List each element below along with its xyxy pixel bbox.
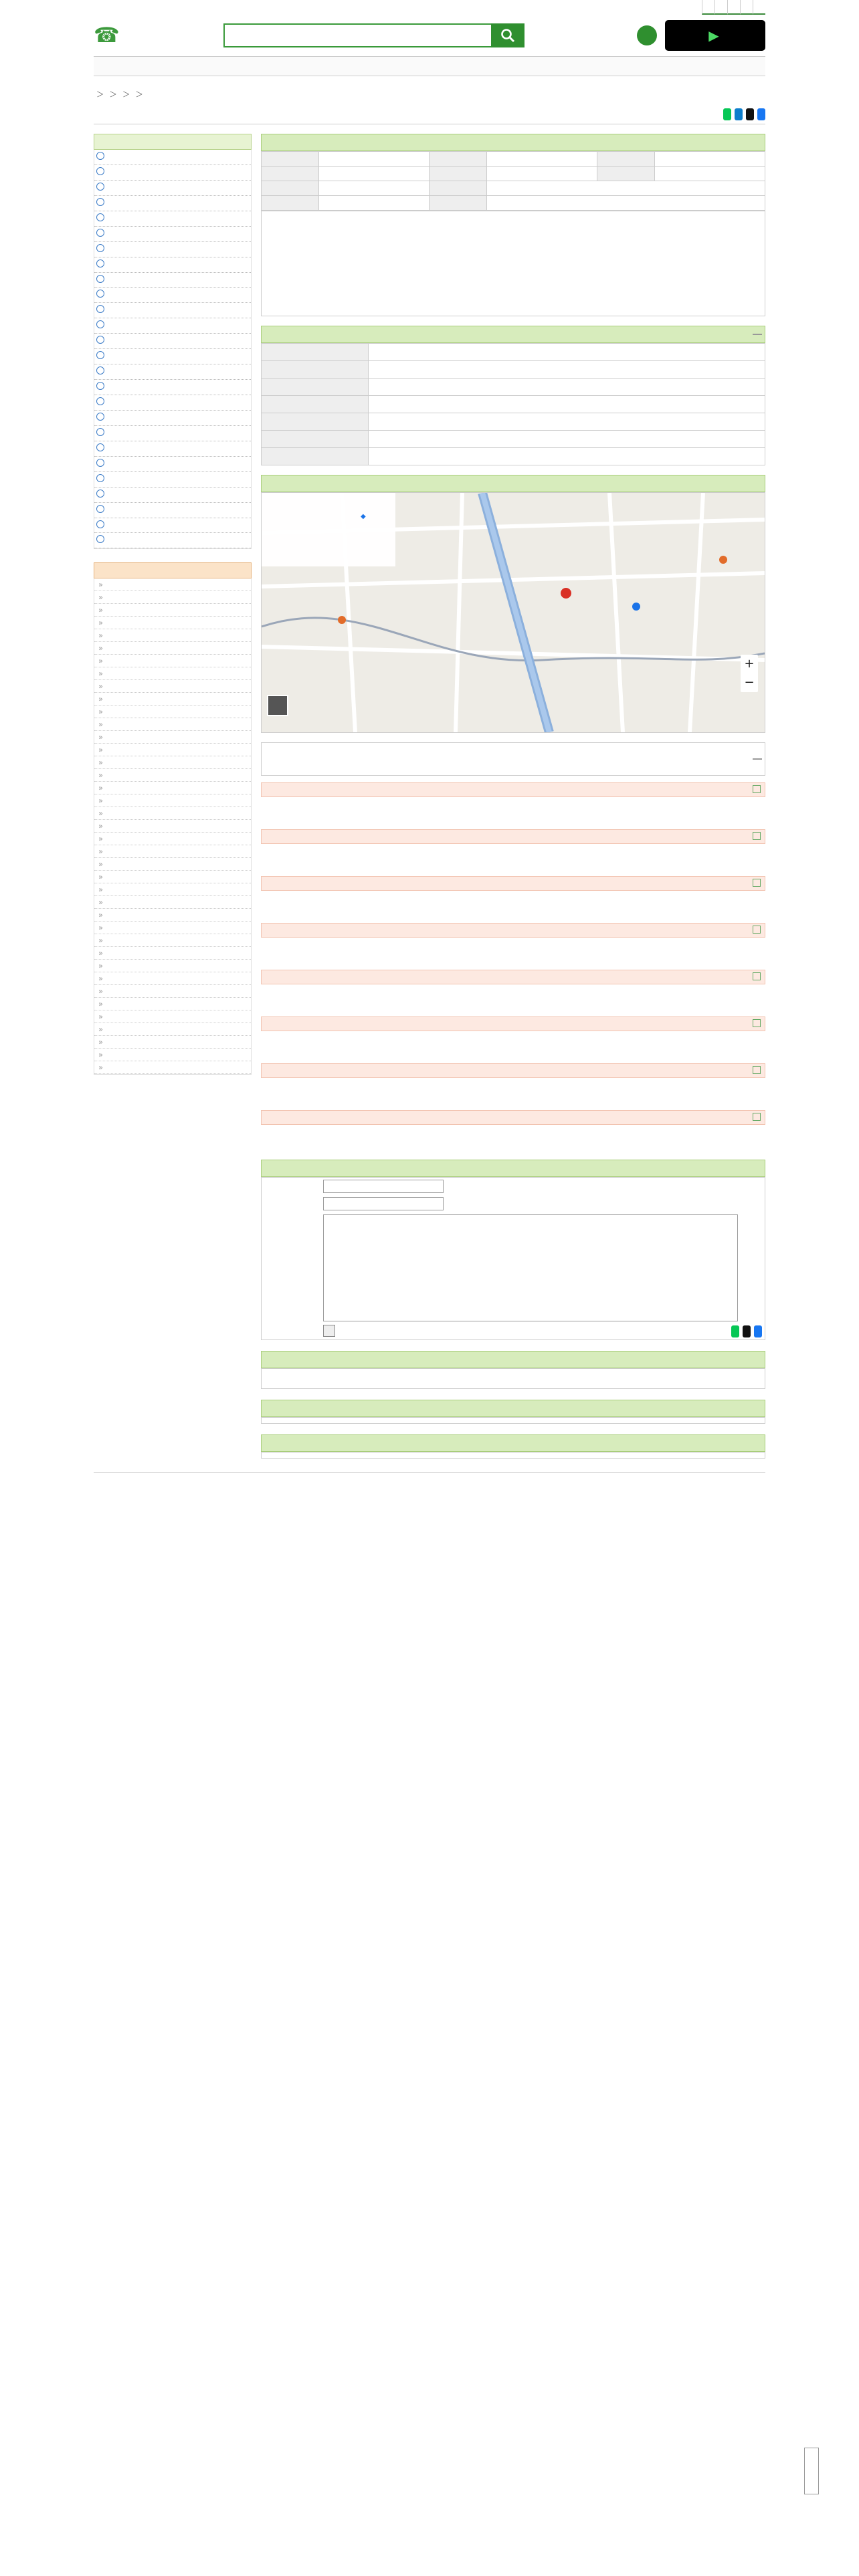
- latest-comments-list: [94, 150, 252, 549]
- top-nav: [702, 0, 765, 15]
- top-nav-mobile[interactable]: [727, 0, 740, 15]
- site-footer: [94, 1472, 765, 1491]
- phone-icon: [96, 244, 104, 252]
- nearby-number-item: [94, 896, 251, 909]
- review-text: [261, 1078, 765, 1103]
- latest-comment-item: [94, 196, 251, 211]
- latest-comment-item: [94, 349, 251, 364]
- review-text: [261, 844, 765, 869]
- review-text: [261, 797, 765, 823]
- phone-icon: [96, 213, 104, 221]
- phone-icon: [96, 428, 104, 436]
- phone-icon: [96, 520, 104, 528]
- reply-icon[interactable]: [753, 879, 761, 887]
- nearby-number-item: [94, 604, 251, 617]
- business-detail-title: [261, 326, 765, 343]
- phone-icon: [96, 443, 104, 451]
- directions-link[interactable]: [361, 512, 366, 522]
- latest-comment-item: [94, 503, 251, 518]
- reply-icon[interactable]: [753, 1019, 761, 1027]
- map-info-card: [267, 498, 394, 520]
- nearby-number-item: [94, 655, 251, 667]
- nearby-number-item: [94, 985, 251, 998]
- access-trend-svg: [262, 211, 765, 316]
- basic-info-table: [261, 151, 765, 211]
- new-numbers-list: [261, 1452, 765, 1459]
- latest-comment-item: [94, 426, 251, 441]
- nearby-number-item: [94, 871, 251, 883]
- rising-numbers-title: [261, 1351, 765, 1368]
- nearby-number-item: [94, 731, 251, 744]
- nearby-number-item: [94, 578, 251, 591]
- nearby-number-item: [94, 845, 251, 858]
- detail-label: [262, 379, 369, 396]
- nearby-number-item: [94, 617, 251, 629]
- phone-icon: [96, 490, 104, 498]
- review-text: [261, 984, 765, 1010]
- app-promo: [637, 20, 765, 51]
- latest-comment-item: [94, 472, 251, 488]
- nearby-number-item: [94, 807, 251, 820]
- share-buttons: [723, 108, 765, 120]
- review-header: [261, 876, 765, 891]
- latest-comment-item: [94, 211, 251, 227]
- detail-row: [262, 379, 765, 396]
- detail-row: [262, 448, 765, 465]
- detail-label: [262, 448, 369, 465]
- nearby-number-item: [94, 998, 251, 1010]
- latest-comment-item: [94, 395, 251, 411]
- nearby-number-item: [94, 756, 251, 769]
- review-item: [261, 1016, 765, 1057]
- zoom-out-icon[interactable]: −: [744, 675, 755, 689]
- search-input[interactable]: [223, 23, 491, 47]
- nearby-number-item: [94, 833, 251, 845]
- recent-numbers-title: [261, 1400, 765, 1417]
- page-title-bar: [94, 104, 765, 124]
- nearby-number-item: [94, 718, 251, 731]
- nearby-number-item: [94, 667, 251, 680]
- review-item: [261, 829, 765, 869]
- phone-icon: [96, 413, 104, 421]
- phone-icon: [96, 459, 104, 467]
- latest-comment-item: [94, 150, 251, 165]
- phone-icon: [96, 474, 104, 482]
- top-nav-freedial[interactable]: [740, 0, 753, 15]
- reply-icon[interactable]: [753, 785, 761, 793]
- latest-comment-item: [94, 318, 251, 334]
- review-header: [261, 829, 765, 844]
- review-header: [261, 970, 765, 984]
- write-review-button[interactable]: [753, 758, 762, 760]
- reply-icon[interactable]: [753, 832, 761, 840]
- latest-comment-item: [94, 364, 251, 380]
- detail-row: [262, 431, 765, 448]
- review-header: [261, 1063, 765, 1078]
- nearby-number-item: [94, 858, 251, 871]
- nearby-number-item: [94, 1023, 251, 1036]
- site-logo[interactable]: [94, 24, 214, 47]
- phone-icon: [96, 259, 104, 267]
- nearby-number-item: [94, 1036, 251, 1049]
- detail-value: [369, 413, 765, 431]
- nearby-number-item: [94, 1010, 251, 1023]
- access-trend-chart: [261, 211, 765, 316]
- detail-value: [369, 344, 765, 361]
- phone-icon: [96, 305, 104, 313]
- x-post-button[interactable]: [743, 1325, 751, 1337]
- phone-icon: [96, 198, 104, 206]
- latest-comment-item: [94, 273, 251, 288]
- reviews-list: [261, 782, 765, 1150]
- reply-icon[interactable]: [753, 972, 761, 980]
- review-item: [261, 923, 765, 963]
- review-text: [261, 938, 765, 963]
- latest-comments-title: [94, 134, 252, 150]
- detail-label: [262, 396, 369, 413]
- nearby-number-item: [94, 693, 251, 706]
- nearby-number-item: [94, 1061, 251, 1074]
- latest-comment-item: [94, 257, 251, 273]
- nearby-number-item: [94, 591, 251, 604]
- detail-value[interactable]: [369, 448, 765, 465]
- nearby-number-item: [94, 972, 251, 985]
- latest-comment-item: [94, 533, 251, 548]
- detail-row: [262, 396, 765, 413]
- detail-label: [262, 413, 369, 431]
- phone-icon: [96, 366, 104, 374]
- nearby-number-item: [94, 642, 251, 655]
- nearby-number-item: [94, 769, 251, 782]
- detail-label: [262, 344, 369, 361]
- phone-icon: [96, 382, 104, 390]
- search-button[interactable]: [491, 23, 524, 47]
- phone-icon: [96, 397, 104, 405]
- detail-row: [262, 344, 765, 361]
- zoom-in-icon[interactable]: +: [744, 657, 755, 671]
- latest-comment-item: [94, 288, 251, 303]
- play-icon: ▶: [708, 27, 719, 43]
- map-canvas: [262, 493, 765, 732]
- review-item: [261, 1110, 765, 1150]
- reply-icon[interactable]: [753, 1066, 761, 1074]
- nearby-numbers-title: [94, 562, 252, 578]
- search-count: [487, 167, 597, 181]
- detail-label: [262, 431, 369, 448]
- review-text: [261, 891, 765, 916]
- directions-icon: ◆: [361, 513, 366, 520]
- write-review-title: [261, 1160, 765, 1177]
- latest-comment-item: [94, 411, 251, 426]
- nearby-number-item: [94, 1049, 251, 1061]
- left-sidebar: [94, 134, 252, 1459]
- phone-icon: [96, 290, 104, 298]
- zoom-controls[interactable]: [741, 655, 758, 692]
- phone-icon: [96, 351, 104, 359]
- search-icon: [500, 28, 515, 43]
- top-nav-home[interactable]: [702, 0, 714, 15]
- bakery-pin: [338, 616, 346, 624]
- nearby-number-item: [94, 934, 251, 947]
- latest-comment-item: [94, 165, 251, 181]
- recent-numbers-list: [261, 1417, 765, 1424]
- top-bar: [94, 0, 765, 15]
- latest-comment-item: [94, 518, 251, 534]
- review-item: [261, 876, 765, 916]
- latest-comment-item: [94, 457, 251, 472]
- review-form: [261, 1177, 765, 1340]
- detail-value: [369, 361, 765, 379]
- map-title: [261, 475, 765, 492]
- phone-icon: [96, 336, 104, 344]
- nearby-number-item: [94, 909, 251, 922]
- nearby-number-item: [94, 883, 251, 896]
- nearby-number-item: [94, 680, 251, 693]
- reply-icon[interactable]: [753, 1113, 761, 1121]
- basic-info-title: [261, 134, 765, 151]
- facebook-like-button[interactable]: [757, 108, 765, 120]
- phone-icon: [96, 152, 104, 160]
- post-review-side-tab[interactable]: [804, 2448, 819, 2494]
- breadcrumb: ＞ ＞ ＞ ＞: [96, 90, 143, 100]
- phone-icon: [96, 229, 104, 237]
- latest-comment-item: [94, 181, 251, 196]
- nearby-number-item: [94, 960, 251, 972]
- review-text: [261, 1125, 765, 1150]
- top-nav-ip[interactable]: [753, 0, 765, 15]
- more-comments-link[interactable]: [94, 549, 252, 557]
- review-item: [261, 782, 765, 823]
- recent-keywords-bar: [94, 56, 765, 76]
- nearby-number-item: [94, 820, 251, 833]
- review-text: [261, 1031, 765, 1057]
- nearby-number-item: [94, 706, 251, 718]
- free-badge: [637, 25, 657, 45]
- latest-comment-item: [94, 242, 251, 257]
- comment-textarea[interactable]: [323, 1214, 738, 1321]
- station-pin: [632, 603, 640, 611]
- nearby-number-item: [94, 629, 251, 642]
- phone-icon: [96, 320, 104, 328]
- detail-value: [369, 396, 765, 413]
- phone-icon: [96, 183, 104, 191]
- review-item: [261, 1063, 765, 1103]
- logo-wordmark: ☎: [94, 23, 119, 47]
- phone-icon: [96, 167, 104, 175]
- phone-icon: [96, 535, 104, 543]
- reply-icon[interactable]: [753, 926, 761, 934]
- email-input[interactable]: [323, 1197, 444, 1210]
- detail-value: [369, 379, 765, 396]
- site-header: [94, 15, 765, 56]
- latest-comment-item: [94, 227, 251, 242]
- submit-review-button[interactable]: [323, 1325, 335, 1337]
- review-count: [655, 167, 765, 181]
- update-business-button[interactable]: [753, 334, 762, 335]
- review-header: [261, 1016, 765, 1031]
- detail-row: [262, 413, 765, 431]
- location-map[interactable]: [261, 492, 765, 733]
- google-play-badge[interactable]: [665, 20, 765, 51]
- shop-pin: [719, 556, 727, 564]
- x-post-button[interactable]: [746, 108, 754, 120]
- nearby-number-item: [94, 782, 251, 794]
- line-share-button[interactable]: [731, 1325, 739, 1337]
- nearby-number-item: [94, 947, 251, 960]
- search-form: [223, 23, 524, 47]
- nearby-number-item: [94, 922, 251, 934]
- detail-label: [262, 361, 369, 379]
- detail-value: [369, 431, 765, 448]
- new-numbers-title: [261, 1434, 765, 1452]
- detail-row: [262, 361, 765, 379]
- street-view-thumbnail[interactable]: [267, 695, 288, 716]
- review-header: [261, 923, 765, 938]
- facebook-like-button[interactable]: [754, 1325, 762, 1337]
- nearby-numbers-list: [94, 578, 252, 1075]
- access-count: [319, 167, 430, 181]
- top-nav-landline[interactable]: [714, 0, 727, 15]
- review-header: [261, 782, 765, 797]
- business-detail-table: [261, 343, 765, 465]
- name-input[interactable]: [323, 1180, 444, 1193]
- rising-numbers-list: [261, 1368, 765, 1389]
- latest-comment-item: [94, 441, 251, 457]
- review-item: [261, 970, 765, 1010]
- phone-icon: [96, 505, 104, 513]
- nearby-number-item: [94, 744, 251, 756]
- phone-icon: [96, 275, 104, 283]
- line-share-button[interactable]: [723, 108, 731, 120]
- latest-comment-item: [94, 380, 251, 395]
- latest-comment-item: [94, 488, 251, 503]
- reviews-title: [261, 742, 765, 776]
- latest-comment-item: [94, 303, 251, 318]
- map-marker-icon: [561, 588, 571, 599]
- latest-comment-item: [94, 334, 251, 349]
- main-content: [261, 134, 765, 1459]
- review-header: [261, 1110, 765, 1125]
- nearby-number-item: [94, 794, 251, 807]
- hatena-button[interactable]: [735, 108, 743, 120]
